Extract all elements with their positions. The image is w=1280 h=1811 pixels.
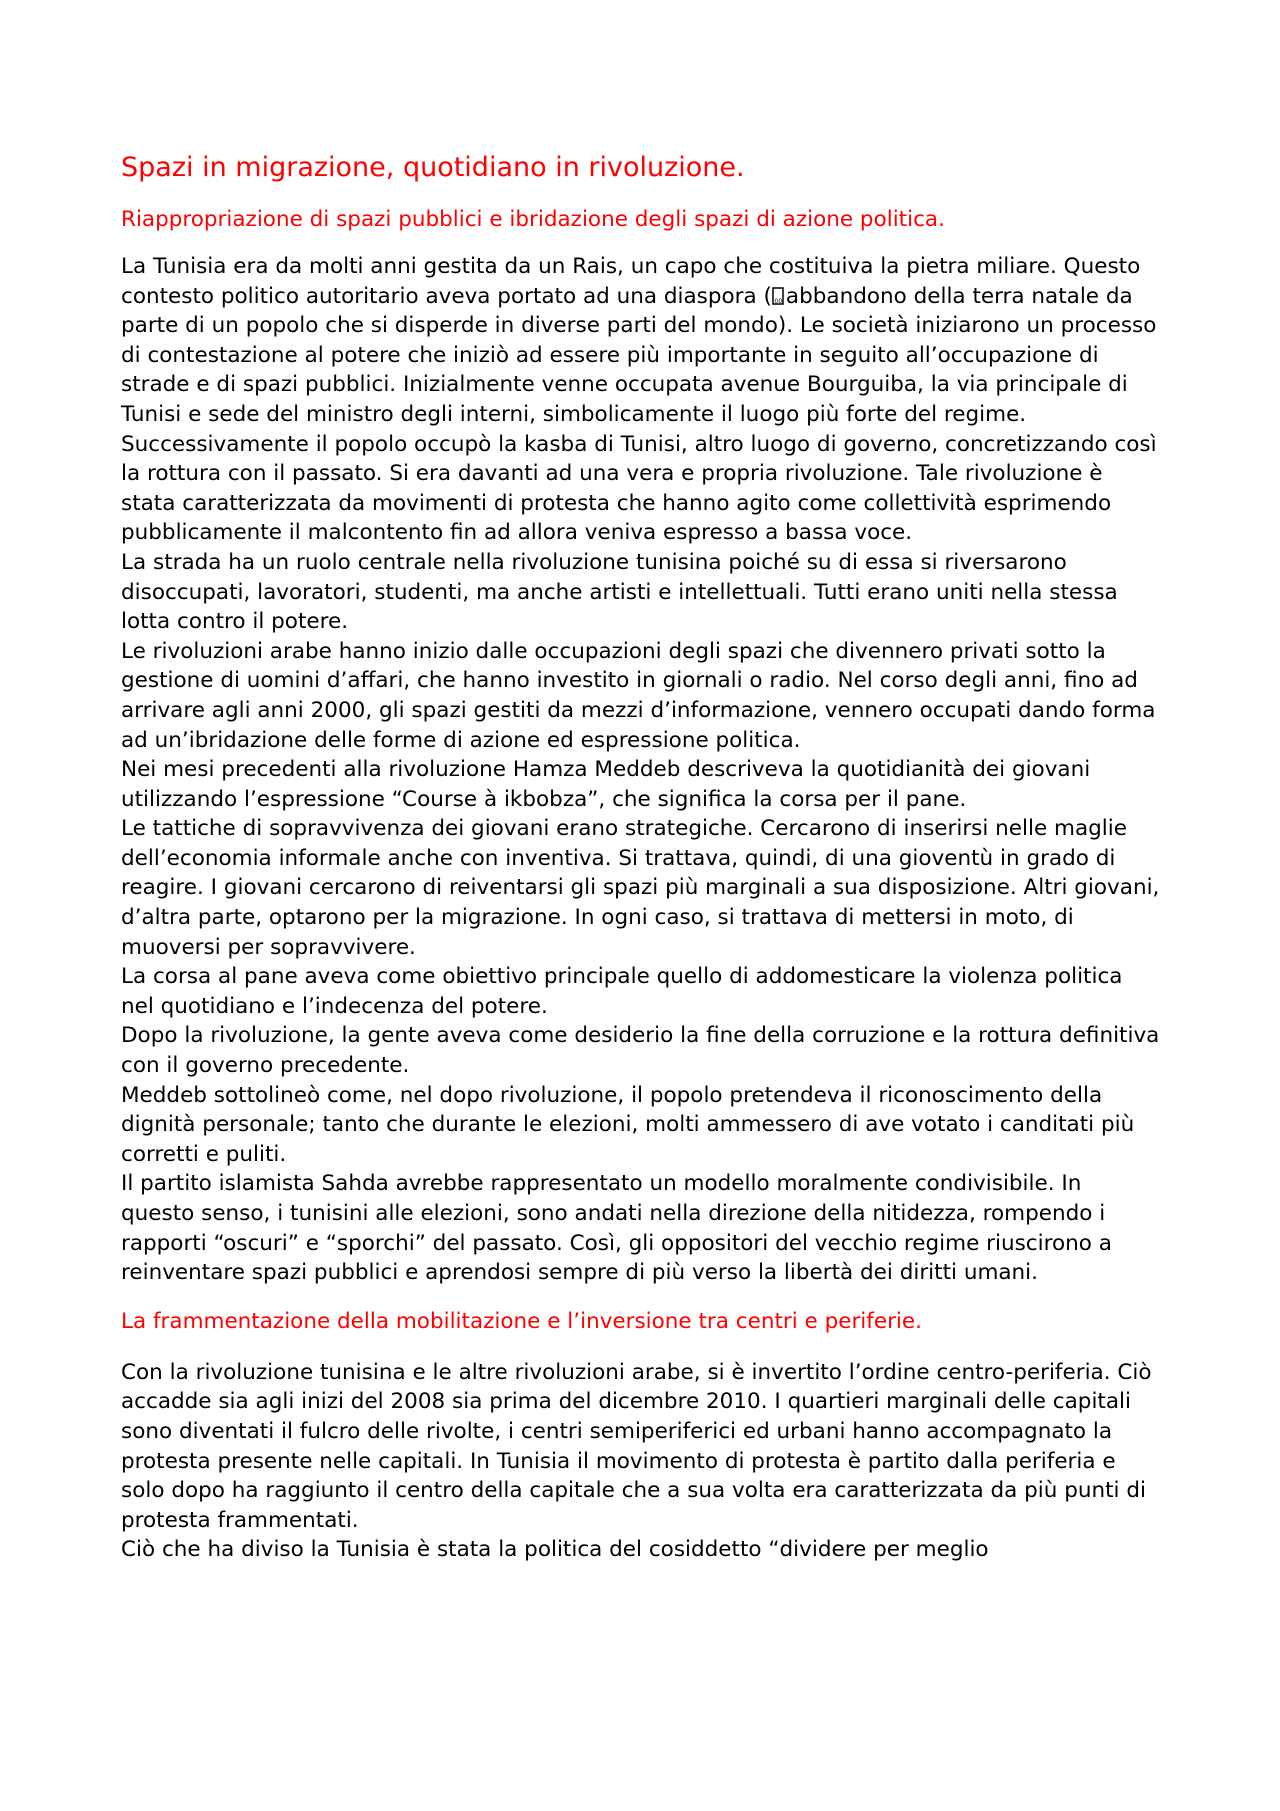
paragraph: Le rivoluzioni arabe hanno inizio dalle occupazioni degli spazi che divennero privati sotto la gestione di uomini d’affari, che hanno investito in giornali o radio. Nel corso degli anni, fino ad arrivare agli anni 2000, gli spazi gestiti da mezzi d’informazione, vennero occupati dando forma ad un’ibridazione delle forme di azione ed espressione politica. <box>121 638 1156 753</box>
paragraph-text: La Tunisia era da molti anni gestita da un Rais, un capo che costituiva la pietra miliare. Questo contesto politico autoritario aveva portato ad una diaspora ( <box>121 254 1141 309</box>
missing-glyph-icon <box>772 287 786 305</box>
paragraph: Con la rivoluzione tunisina e le altre rivoluzioni arabe, si è invertito l’ordine centro-periferia. Ciò accadde sia agli inizi del 2008 sia prima del dicembre 2010. I quartieri marginali delle capitali sono diventati il fulcro delle rivolte, i centri semiperiferici ed urbani hanno accompagnato la protesta presente nelle capitali. In Tunisia il movimento di protesta è partito dalla periferia e solo dopo ha raggiunto il centro della capitale che a sua volta era caratterizzata da più punti di protesta frammentati. <box>121 1359 1152 1533</box>
svg-text:00: 00 <box>774 297 783 305</box>
paragraph: Ciò che ha diviso la Tunisia è stata la politica del cosiddetto “dividere per meglio <box>121 1537 989 1563</box>
paragraph: Nei mesi precedenti alla rivoluzione Hamza Meddeb descriveva la quotidianità dei giovani utilizzando l’espressione “Course à ikbobza”, che significa la corsa per il pane. <box>121 757 1091 812</box>
section-heading: La frammentazione della mobilitazione e l’inversione tra centri e periferie. <box>121 1308 922 1334</box>
paragraph-text: abbandono della terra natale da parte di un popolo che si disperde in diverse parti del mondo). Le società iniziarono un processo di contestazione al potere che iniziò ad essere più importante in seguito all’occupazione di strade e di spazi pubblici. Inizialmente venne occupata avenue Bourguiba, la via principale di Tunisi e sede del ministro degli interni, simbolicamente il luogo più forte del regime. <box>121 283 1157 427</box>
section-heading: Riappropriazione di spazi pubblici e ibridazione degli spazi di azione politica. <box>121 207 945 232</box>
paragraph: Meddeb sottolineò come, nel dopo rivoluzione, il popolo pretendeva il riconoscimento della dignità personale; tanto che durante le elezioni, molti ammessero di ave votato i canditati più corretti e puliti. <box>121 1082 1135 1167</box>
paragraph <box>121 252 1161 430</box>
document-title: Spazi in migrazione, quotidiano in rivoluzione. <box>121 152 745 183</box>
paragraph: Le tattiche di sopravvivenza dei giovani erano strategiche. Cercarono di inserirsi nelle maglie dell’economia informale anche con inventiva. Si trattava, quindi, di una gioventù in grado di reagire. I giovani cercarono di reiventarsi gli spazi più marginali a sua disposizione. Altri giovani, d’altra parte, optarono per la migrazione. In ogni caso, si trattava di mettersi in moto, di muoversi per sopravvivere. <box>121 816 1160 960</box>
paragraph: Il partito islamista Sahda avrebbe rappresentato un modello moralmente condivisibile. In questo senso, i tunisini alle elezioni, sono andati nella direzione della nitidezza, rompendo i rapporti “oscuri” e “sporchi” del passato. Così, gli oppositori del vecchio regime riuscirono a reinventare spazi pubblici e aprendosi sempre di più verso la libertà dei diritti umani. <box>121 1171 1112 1286</box>
paragraph: La strada ha un ruolo centrale nella rivoluzione tunisina poiché su di essa si riversarono disoccupati, lavoratori, studenti, ma anche artisti e intellettuali. Tutti erano uniti nella stessa lotta contro il potere. <box>121 549 1118 635</box>
paragraph: La corsa al pane aveva come obiettivo principale quello di addomesticare la violenza politica nel quotidiano e l’indecenza del potere. <box>121 964 1123 1019</box>
paragraph: Dopo la rivoluzione, la gente aveva come desiderio la fine della corruzione e la rottura definitiva con il governo precedente. <box>121 1023 1160 1079</box>
paragraph: Successivamente il popolo occupò la kasba di Tunisi, altro luogo di governo, concretizzando così la rottura con il passato. Si era davanti ad una vera e propria rivoluzione. Tale rivoluzione è stata caratterizzata da movimenti di protesta che hanno agito come collettività esprimendo pubblicamente il malcontento fin ad allora veniva espresso a bassa voce. <box>121 431 1157 546</box>
document-page <box>121 150 1161 1565</box>
